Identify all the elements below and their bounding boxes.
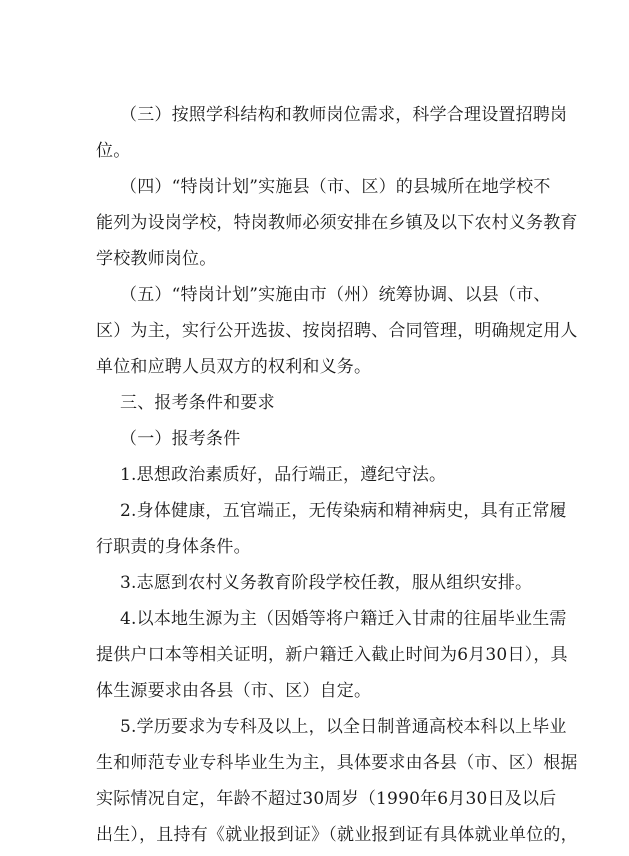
item-4-line-1: 4.以本地生源为主（因婚等将户籍迁入甘肃的往届毕业生需 [120,609,567,629]
section-3-heading: 三、报考条件和要求 [120,393,275,413]
paragraph-4-line-1: （四）“特岗计划”实施县（市、区）的县城所在地学校不 [120,177,551,197]
paragraph-4-line-2: 能列为设岗学校，特岗教师必须安排在乡镇及以下农村义务教育 [96,213,578,233]
paragraph-5-line-2: 区）为主，实行公开选拔、按岗招聘、合同管理，明确规定用人 [96,321,578,341]
paragraph-3-line-1: （三）按照学科结构和教师岗位需求，科学合理设置招聘岗 [120,105,568,125]
item-5-line-2: 生和师范专业专科毕业生为主，具体要求由各县（市、区）根据 [96,753,578,773]
item-1: 1.思想政治素质好，品行端正，遵纪守法。 [120,465,447,485]
item-4-line-3: 体生源要求由各县（市、区）自定。 [96,681,372,701]
item-5-line-3: 实际情况自定，年龄不超过30周岁（1990年6月30日及以后 [96,789,557,809]
item-2-line-2: 行职责的身体条件。 [96,537,251,557]
paragraph-3-line-2: 位。 [96,141,131,161]
item-5-line-1: 5.学历要求为专科及以上，以全日制普通高校本科以上毕业 [120,717,567,737]
item-4-line-2: 提供户口本等相关证明，新户籍迁入截止时间为6月30日），具 [96,645,568,665]
subsection-1-heading: （一）报考条件 [120,429,241,449]
paragraph-4-line-3: 学校教师岗位。 [96,249,217,269]
paragraph-5-line-1: （五）“特岗计划”实施由市（州）统筹协调、以县（市、 [120,285,551,305]
item-5-line-4: 出生），且持有《就业报到证》（就业报到证有具体就业单位的， [96,825,578,845]
item-2-line-1: 2.身体健康，五官端正，无传染病和精神病史，具有正常履 [120,501,567,521]
paragraph-5-line-3: 单位和应聘人员双方的权利和义务。 [96,357,372,377]
item-3: 3.志愿到农村义务教育阶段学校任教，服从组织安排。 [120,573,533,593]
